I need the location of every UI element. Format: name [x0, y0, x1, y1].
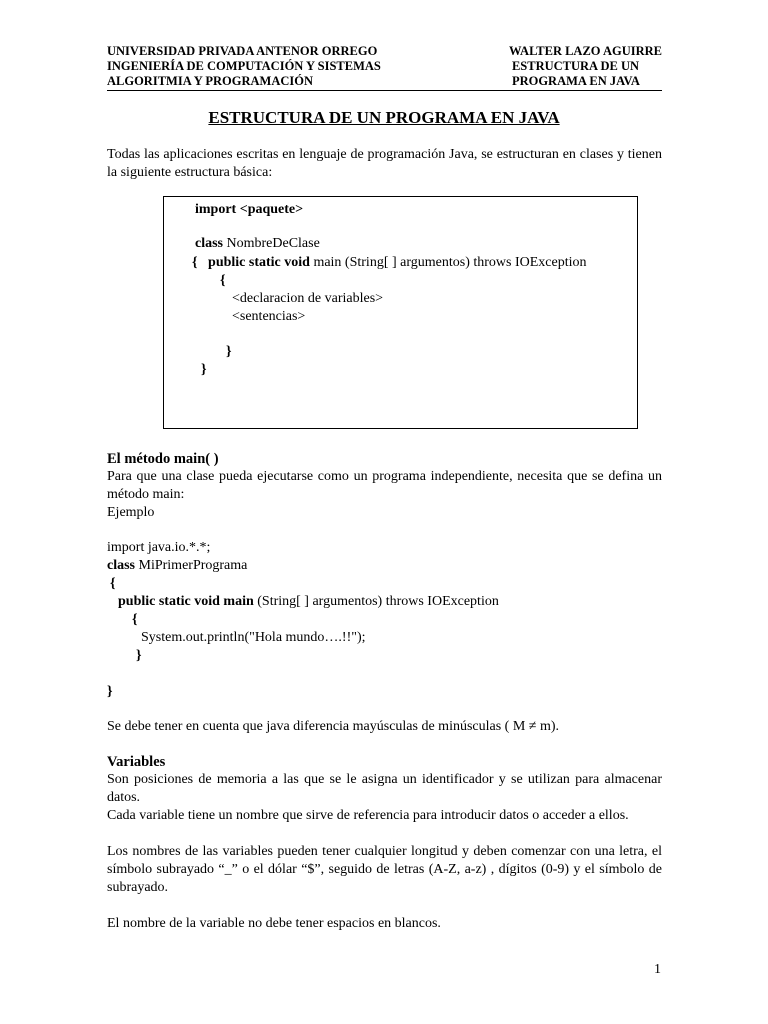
struct-outer-close: }: [201, 362, 207, 377]
page-title: ESTRUCTURA DE UN PROGRAMA EN JAVA: [208, 108, 560, 127]
variables-paragraph-4: El nombre de la variable no debe tener espacios en blancos.: [107, 916, 441, 931]
struct-declarations: <declaracion de variables>: [232, 291, 384, 306]
example-label: Ejemplo: [107, 505, 155, 520]
page-number: 1: [654, 962, 661, 977]
header-author: WALTER LAZO AGUIRRE: [508, 44, 662, 58]
header-faculty: INGENIERÍA DE COMPUTACIÓN Y SISTEMAS: [107, 59, 381, 73]
header-topic-line2: PROGRAMA EN JAVA: [511, 74, 640, 88]
structure-box: [163, 196, 638, 429]
intro-paragraph: Todas las aplicaciones escritas en lenguaje de programación Java, se estructuran en clases y tienen la siguiente estructura básica:: [107, 147, 662, 180]
struct-method-line: { public static void main (String[ ] argumentos) throws IOException: [192, 255, 587, 270]
example-method-line: public static void main (String[ ] argumentos) throws IOException: [118, 594, 499, 609]
example-inner-open: {: [132, 612, 138, 627]
main-method-text: Para que una clase pueda ejecutarse como un programa independiente, necesita que se defina un método main:: [107, 469, 662, 502]
example-import: import java.io.*.*;: [107, 540, 211, 555]
page-header: [107, 44, 662, 91]
struct-statements: <sentencias>: [232, 309, 306, 324]
header-left: [107, 44, 381, 89]
struct-inner-open: {: [220, 273, 226, 288]
header-university: UNIVERSIDAD PRIVADA ANTENOR ORREGO: [107, 44, 378, 58]
struct-class-line: class NombreDeClase: [195, 236, 320, 251]
example-println: System.out.println("Hola mundo….!!");: [141, 630, 366, 645]
variables-heading: Variables: [107, 754, 166, 770]
example-outer-close: }: [107, 684, 113, 699]
example-class-line: class MiPrimerPrograma: [107, 558, 248, 573]
case-sensitivity-note: Se debe tener en cuenta que java diferencia mayúsculas de minúsculas ( M ≠ m).: [107, 719, 560, 734]
example-open-brace: {: [110, 576, 116, 591]
main-method-heading: El método main( ): [107, 451, 219, 467]
header-course: ALGORITMIA Y PROGRAMACIÓN: [107, 74, 314, 88]
example-inner-close: }: [136, 648, 142, 663]
header-right: [508, 44, 662, 89]
variables-paragraph-3: Los nombres de las variables pueden tener cualquier longitud y deben comenzar con una letra, el símbolo subrayado “_” o el dólar “$”, seguido de letras (A-Z, a-z) , dígitos (0-9) y el símbolo de subrayado.: [107, 844, 662, 895]
variables-paragraph-2: Cada variable tiene un nombre que sirve de referencia para introducir datos o acceder a ellos.: [107, 808, 629, 823]
variables-paragraph-1: Son posiciones de memoria a las que se le asigna un identificador y se utilizan para almacenar datos.: [107, 772, 662, 805]
header-topic-line1: ESTRUCTURA DE UN: [511, 59, 640, 73]
struct-import-line: import <paquete>: [195, 202, 304, 217]
struct-inner-close: }: [226, 344, 232, 359]
